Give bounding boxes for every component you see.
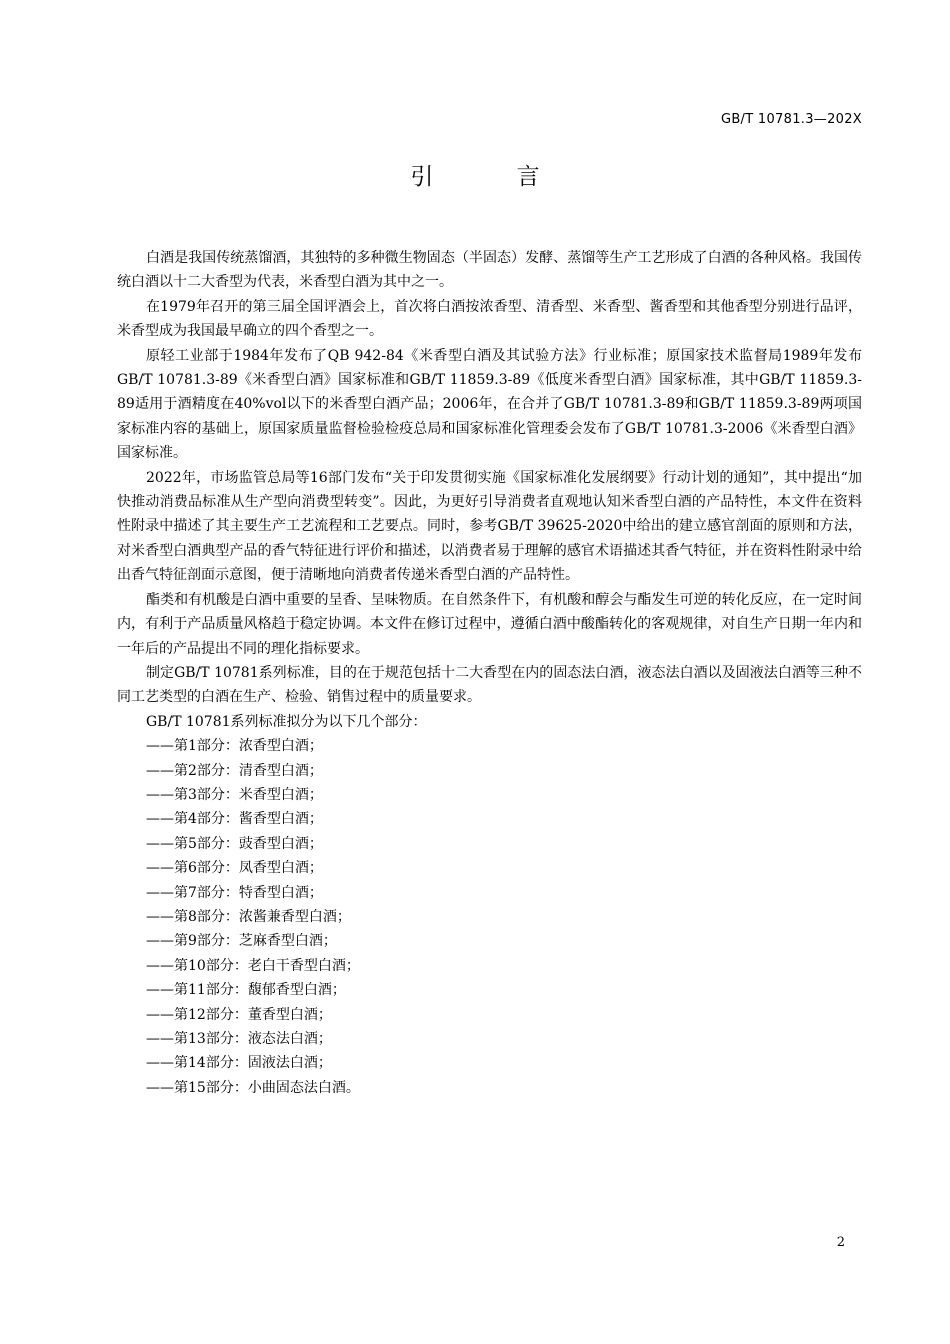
paragraph: 原轻工业部于1984年发布了QB 942-84《米香型白酒及其试验方法》行业标准；原国家技术监督局1989年发布GB/T 10781.3-89《米香型白酒》国家标准和GB/T 11859.3-89《低度米香型白酒》国家标准，其中GB/T 11859.3-89适用于酒精度在40%vol以下的米香型白酒产品；2006年，在合并了GB/T 10781.3-89和GB/T 11859.3-89两项国家标准内容的基础上，原国家质量监督检验检疫总局和国家标准化管理委会发布了GB/T 10781.3-2006《米香型白酒》国家标准。 bbox=[117, 347, 862, 462]
list-item: ——第11部分：馥郁香型白酒； bbox=[146, 982, 346, 999]
list-item: ——第8部分：浓酱兼香型白酒； bbox=[146, 908, 351, 925]
paragraph: 2022年，市场监管总局等16部门发布“关于印发贯彻实施《国家标准化发展纲要》行动计划的通知”，其中提出“加快推动消费品标准从生产型向消费型转变”。因此，为更好引导消费者直观地认知米香型白酒的产品特性，本文件在资料性附录中描述了其主要生产工艺流程和工艺要点。同时，参考GB/T 39625-2020中给出的建立感官剖面的原则和方法，对米香型白酒典型产品的香气特征进行评价和描述，以消费者易于理解的感官术语描述其香气特征，并在资料性附录中给出香气特征剖面示意图，便于清晰地向消费者传递米香型白酒的产品特性。 bbox=[117, 469, 862, 584]
page-title: 引 言 bbox=[410, 164, 578, 190]
list-item: ——第12部分：董香型白酒； bbox=[146, 1006, 332, 1023]
list-item: ——第13部分：液态法白酒； bbox=[146, 1031, 332, 1047]
list-item: ——第6部分：凤香型白酒； bbox=[146, 860, 323, 877]
list-item: ——第10部分：老白干香型白酒； bbox=[146, 957, 360, 974]
paragraph: GB/T 10781系列标准拟分为以下几个部分： bbox=[146, 713, 427, 730]
list-item: ——第4部分：酱香型白酒； bbox=[146, 811, 323, 828]
paragraph: 在1979年召开的第三届全国评酒会上，首次将白酒按浓香型、清香型、米香型、酱香型和其他香型分别进行品评，米香型成为我国最早确立的四个香型之一。 bbox=[117, 298, 862, 340]
list-item: ——第15部分：小曲固态法白酒。 bbox=[146, 1079, 360, 1096]
paragraph: 制定GB/T 10781系列标准，目的在于规范包括十二大香型在内的固态法白酒，液态法白酒以及固液法白酒等三种不同工艺类型的白酒在生产、检验、销售过程中的质量要求。 bbox=[117, 664, 862, 706]
list-item: ——第7部分：特香型白酒； bbox=[146, 884, 323, 901]
list-item: ——第14部分：固液法白酒； bbox=[146, 1055, 332, 1072]
parts-list bbox=[117, 734, 862, 1100]
list-item: ——第9部分：芝麻香型白酒； bbox=[146, 933, 337, 950]
paragraph: 酯类和有机酸是白酒中重要的呈香、呈味物质。在自然条件下，有机酸和醇会与酯发生可逆的转化反应，在一定时间内，有利于产品质量风格趋于稳定协调。本文件在修订过程中，遵循白酒中酸酯转化的客观规律，对自生产日期一年内和一年后的产品提出不同的理化指标要求。 bbox=[117, 591, 862, 657]
page-number: 2 bbox=[836, 1235, 845, 1250]
document-body bbox=[117, 246, 862, 1100]
list-item: ——第1部分：浓香型白酒； bbox=[146, 738, 323, 755]
paragraph: 白酒是我国传统蒸馏酒，其独特的多种微生物固态（半固态）发酵、蒸馏等生产工艺形成了白酒的各种风格。我国传统白酒以十二大香型为代表，米香型白酒为其中之一。 bbox=[117, 250, 862, 291]
list-item: ——第5部分：豉香型白酒； bbox=[146, 835, 323, 852]
document-code: GB/T 10781.3—202X bbox=[720, 112, 862, 127]
list-item: ——第3部分：米香型白酒； bbox=[146, 786, 323, 803]
list-item: ——第2部分：清香型白酒； bbox=[146, 762, 323, 779]
